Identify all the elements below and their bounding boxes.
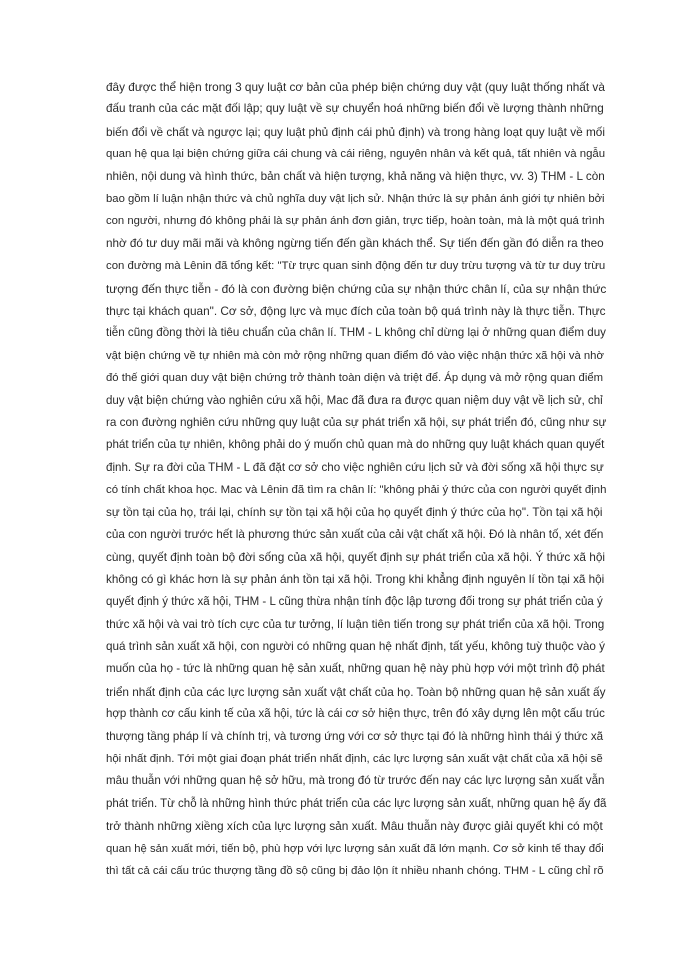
text-line: quan hệ qua lại biện chứng giữa cái chung và cái riêng, nguyên nhân và kết quả, tất nhiên và ngẫu [106, 148, 606, 161]
text-line: thực tại khách quan". Cơ sở, động lực và mục đích của toàn bộ quá trình này là thực tiễn. Thực [106, 304, 606, 318]
text-line: sự tồn tại của họ, trái lại, chính sự tồn tại xã hội của họ quyết định ý thức của họ". Tồn tại xã hội [106, 505, 603, 519]
text-line: biến đổi về chất và ngược lại; quy luật phủ định cái phủ định) và trong hàng loạt quy luật về mối [106, 124, 605, 139]
text-line: con đường mà Lênin đã tổng kết: "Từ trực quan sinh động đến tư duy trừu tượng và từ tư duy trừu [106, 260, 606, 273]
text-line: tiễn cũng đồng thời là tiêu chuẩn của chân lí. THM - L không chỉ dừng lại ở những quan điểm duy [106, 326, 606, 340]
text-line: nhờ đó tư duy mãi mãi và không ngừng tiến đến gần khách thể. Sự tiến đến gần đó diễn ra theo [106, 236, 604, 250]
text-line: tượng đến thực tiễn - đó là con đường biện chứng của sự nhận thức chân lí, của sự nhận thức [106, 281, 607, 296]
text-line: vật biện chứng về tự nhiên mà còn mở rộng những quan điểm đó vào việc nhận thức xã hội và nhờ [106, 349, 604, 362]
text-line: duy vật biện chứng vào nghiên cứu xã hội, Mac đã đưa ra được quan niệm duy vật về lịch sử, chỉ [106, 394, 603, 407]
text-line: cùng, quyết định toàn bộ đời sống của xã hội, quyết định sự phát triển của xã hội. Ý thức xã hội [106, 550, 606, 565]
text-line: thượng tầng pháp lí và chính trị, và tương ứng với cơ sở thực tại đó là những hình thái ý thức xã [106, 729, 604, 743]
text-line: quan hệ sản xuất mới, tiến bộ, phù hợp với lực lượng sản xuất đã lớn mạnh. Cơ sở kinh tế thay đổi [106, 842, 604, 855]
text-line: triển nhất định của các lực lượng sản xuất vật chất của họ. Toàn bộ những quan hệ sản xuất ấy [106, 684, 606, 699]
text-line: hợp thành cơ cấu kinh tế của xã hội, tức là cái cơ sở hiện thực, trên đó xây dựng lên một cấu trúc [106, 708, 605, 721]
text-line: trở thành những xiềng xích của lực lượng sản xuất. Mâu thuẫn này được giải quyết khi có một [106, 819, 603, 834]
text-line: nhiên, nội dung và hình thức, bản chất và hiện tượng, khả năng và hiện thực, vv. 3) THM - L còn [106, 169, 605, 183]
text-line: mâu thuẫn với những quan hệ sở hữu, mà trong đó từ trước đến nay các lực lượng sản xuất vẫn [106, 774, 605, 788]
text-line: của con người trước hết là phương thức sản xuất của cải vật chất xã hội. Đó là nhân tố, xét đến [106, 528, 604, 541]
text-line: bao gồm lí luận nhận thức và chủ nghĩa duy vật lịch sử. Nhận thức là sự phản ánh giới tự nhiên bởi [106, 193, 605, 205]
text-line: thì tất cả cái cấu trúc thượng tầng đồ sộ cũng bị đảo lộn ít nhiều nhanh chóng. THM - L cũng chỉ rõ [106, 865, 604, 877]
text-line: đấu tranh của các mặt đối lập; quy luật về sự chuyển hoá những biến đổi về lượng thành những [106, 102, 604, 116]
text-line: đây được thể hiện trong 3 quy luật cơ bản của phép biện chứng duy vật (quy luật thống nhất và [106, 80, 605, 94]
text-line: đó thế giới quan duy vật biện chứng trở thành toàn diện và triệt để. Áp dụng và mở rộng quan điểm [106, 372, 604, 385]
text-line: không có gì khác hơn là sự phản ánh tồn tại xã hội. Trong khi khẳng định nguyên lí tồn tại xã hội [106, 572, 605, 586]
text-line: con người, nhưng đó không phải là sự phản ánh đơn giản, trực tiếp, hoàn toàn, mà là một quá trình [106, 215, 605, 228]
text-line: quyết định ý thức xã hội, THM - L cũng thừa nhận tính độc lập tương đối trong sự phát triển của ý [106, 596, 603, 609]
text-line: phát triển. Từ chỗ là những hình thức phát triển của các lực lượng sản xuất, những quan hệ ấy đã [106, 797, 607, 810]
text-line: phát triển của tự nhiên, không phải do ý muốn chủ quan mà do những quy luật khách quan quyết [106, 438, 605, 452]
text-line: định. Sự ra đời của THM - L đã đặt cơ sở cho việc nghiên cứu lịch sử và đời sống xã hội thực sự [106, 460, 604, 474]
text-line: có tính chất khoa học. Mac và Lênin đã tìm ra chân lí: "không phải ý thức của con người quyết định [106, 484, 607, 497]
text-line: muốn của họ - tức là những quan hệ sản xuất, những quan hệ này phù hợp với một trình độ phát [106, 662, 605, 676]
text-line: thức xã hội và vai trò tích cực của tư tưởng, lí luận tiên tiến trong sự phát triển của xã hội. Trong [106, 617, 605, 631]
text-line: hội nhất định. Tới một giai đoạn phát triển nhất định, các lực lượng sản xuất vật chất của xã hội sẽ [106, 753, 603, 765]
text-line: ra con đường nghiên cứu những quy luật của sự phát triển xã hội, sự phát triển đó, cũng như sự [106, 416, 607, 429]
text-line: quá trình sản xuất xã hội, con người có những quan hệ nhất định, tất yếu, không tuỳ thuộc vào ý [106, 640, 605, 653]
